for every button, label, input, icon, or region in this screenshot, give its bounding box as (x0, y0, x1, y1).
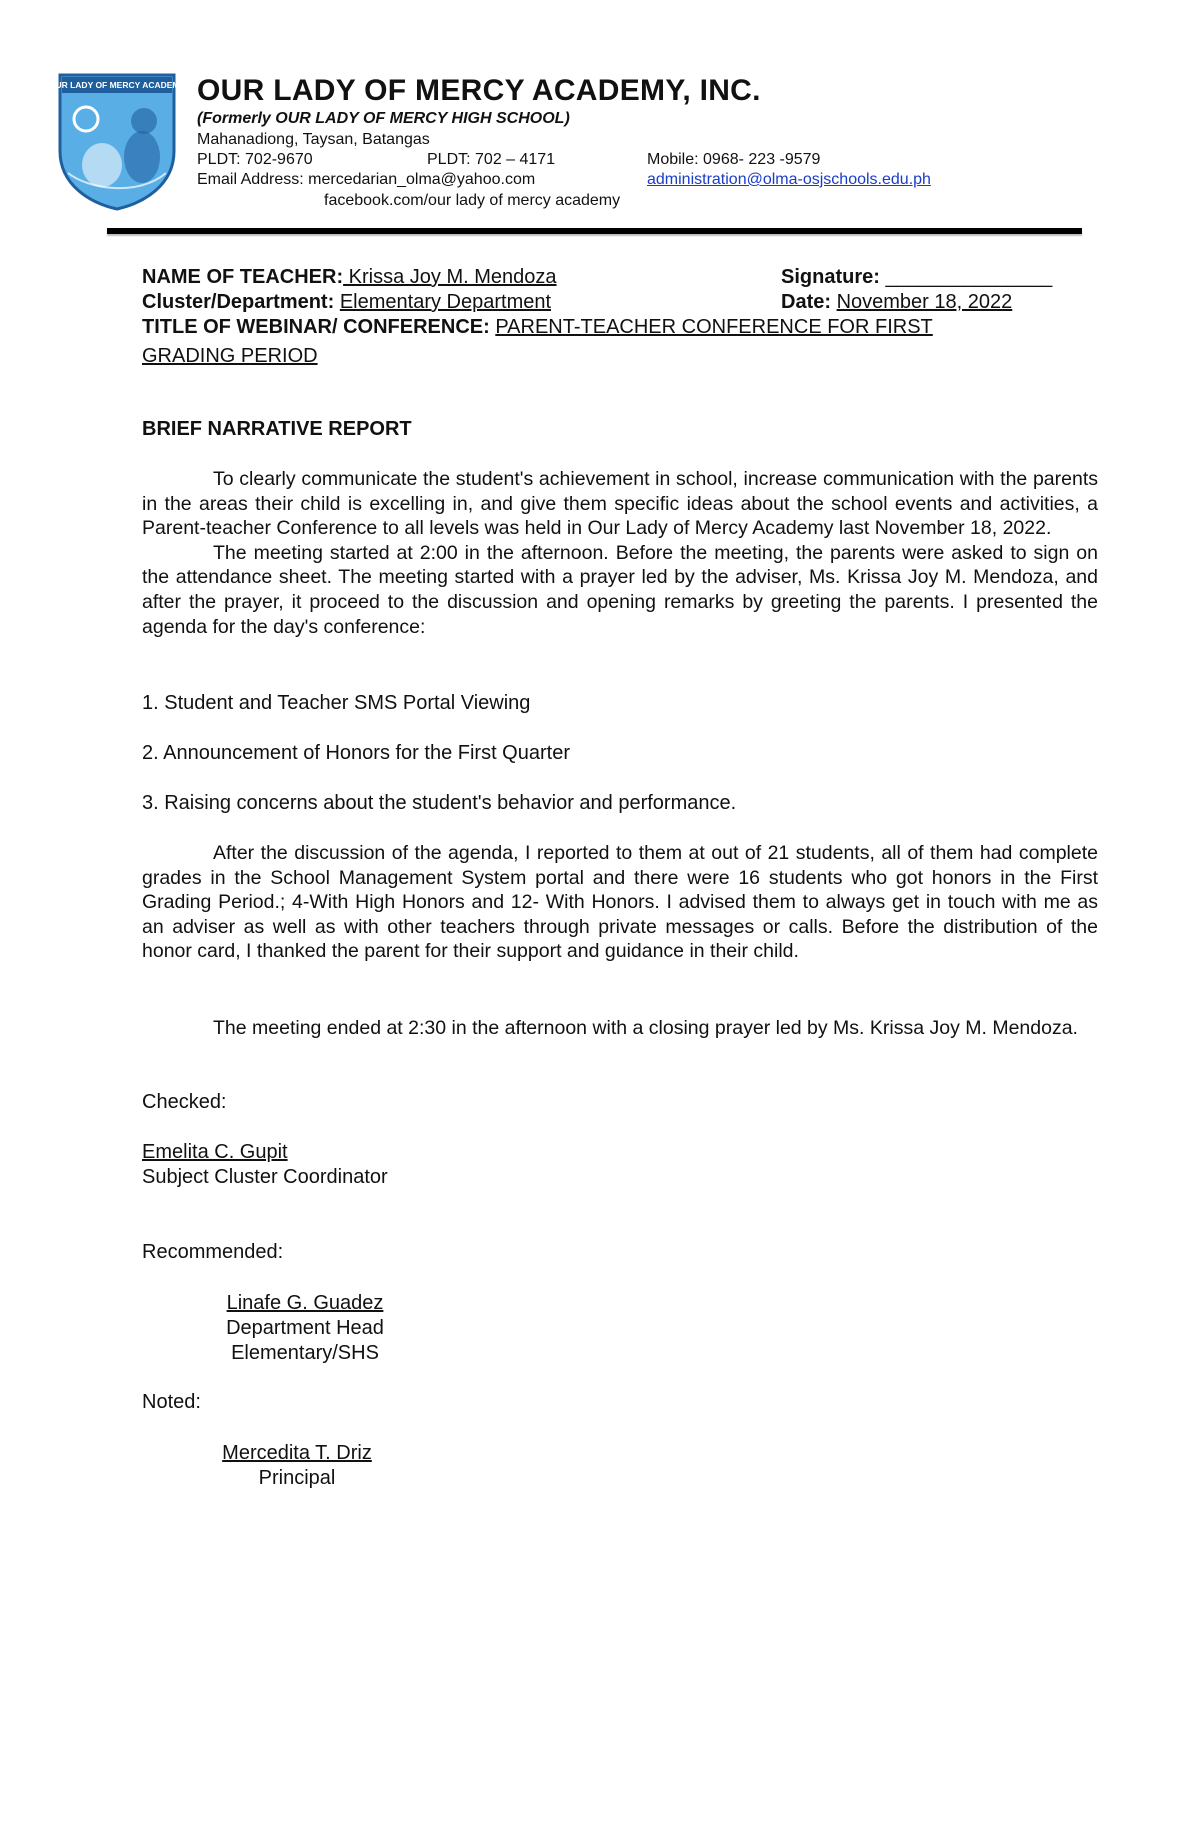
paragraph-1: To clearly communicate the student's achievement in school, increase communication with the parents in the areas their child is excelling in, and give them specific ideas about the school events and activities, a Parent-teacher Conference to all levels was held in Our Lady of Mercy Academy last November 18, 2022. (142, 468, 1098, 540)
recommended-title-2: Elementary/SHS (231, 1342, 379, 1364)
checked-name: Emelita C. Gupit (142, 1141, 288, 1163)
agenda-item-2: 2. Announcement of Honors for the First Quarter (142, 742, 570, 764)
recommended-name: Linafe G. Guadez (226, 1292, 384, 1314)
signature-row (781, 266, 1052, 289)
paragraph-2: The meeting started at 2:00 in the afternoon. Before the meeting, the parents were asked to sign on the attendance sheet. The meeting started with a prayer led by the adviser, Ms. Krissa Joy M. Mendoza, and after the prayer, it proceed to the discussion and opening remarks by greeting the parents. I presented the agenda for the day's conference: (142, 541, 1098, 638)
email-addresses (197, 171, 931, 189)
teacher-name-row (142, 266, 557, 289)
report-heading: BRIEF NARRATIVE REPORT (142, 418, 412, 440)
contact-numbers (197, 151, 821, 169)
recommended-block (205, 1291, 405, 1366)
paragraph-4-block (142, 1016, 1098, 1041)
report-body-intro (142, 467, 1098, 639)
paragraph-3: After the discussion of the agenda, I reported to them at out of 21 students, all of them had complete grades in the School Management System portal and there were 16 students who got honors in the First Grading Period.; 4-With High Honors and 12- With Honors. I advised them to always get in touch with me as an adviser as well as with other teachers through private messages or calls. Before the distribution of the honor card, I thanked the parent for their support and guidance in their child. (142, 842, 1098, 963)
recommended-label: Recommended: (142, 1241, 284, 1263)
title-value-1: PARENT-TEACHER CONFERENCE FOR FIRST (495, 316, 933, 338)
paragraph-3-block (142, 841, 1098, 964)
pldt-number-2: PLDT: 702 – 4171 (427, 151, 556, 168)
school-address: Mahanadiong, Taysan, Batangas (197, 131, 430, 148)
date-label: Date: (781, 291, 832, 313)
school-name: OUR LADY OF MERCY ACADEMY, INC. (197, 74, 761, 107)
title-value-2: GRADING PERIOD (142, 345, 318, 367)
email-link[interactable]: administration@olma-osjschools.edu.ph (647, 171, 931, 188)
agenda-item-3: 3. Raising concerns about the student's behavior and performance. (142, 792, 737, 814)
agenda-item-1: 1. Student and Teacher SMS Portal Viewing (142, 692, 531, 714)
teacher-value: Krissa Joy M. Mendoza (343, 266, 557, 288)
checked-title: Subject Cluster Coordinator (142, 1166, 388, 1188)
cluster-row (142, 291, 551, 314)
former-name: (Formerly OUR LADY OF MERCY HIGH SCHOOL) (197, 110, 570, 127)
cluster-label: Cluster/Department: (142, 291, 335, 313)
recommended-title-1: Department Head (226, 1317, 384, 1339)
date-value: November 18, 2022 (836, 291, 1013, 313)
cluster-value: Elementary Department (339, 291, 552, 313)
logo-text: OUR LADY OF MERCY ACADEMY (48, 80, 186, 90)
noted-name: Mercedita T. Driz (222, 1442, 372, 1464)
mobile-number: Mobile: 0968- 223 -9579 (647, 151, 821, 168)
facebook-page: facebook.com/our lady of mercy academy (324, 192, 621, 209)
checked-label: Checked: (142, 1091, 227, 1113)
noted-title: Principal (258, 1467, 336, 1489)
date-row (781, 291, 1012, 314)
noted-label: Noted: (142, 1391, 201, 1413)
pldt-number-1: PLDT: 702-9670 (197, 151, 313, 168)
signature-label: Signature: (781, 266, 880, 288)
header-divider (107, 228, 1082, 234)
school-logo (48, 73, 186, 211)
title-row (142, 316, 933, 339)
signature-line: _______________ (879, 266, 1053, 288)
paragraph-4: The meeting ended at 2:30 in the afternoon with a closing prayer led by Ms. Krissa Joy M. Mendoza. (213, 1017, 1078, 1039)
teacher-label: NAME OF TEACHER: (142, 266, 344, 288)
noted-block (197, 1441, 397, 1491)
email-primary: Email Address: mercedarian_olma@yahoo.com (197, 171, 536, 188)
title-label: TITLE OF WEBINAR/ CONFERENCE: (142, 316, 490, 338)
